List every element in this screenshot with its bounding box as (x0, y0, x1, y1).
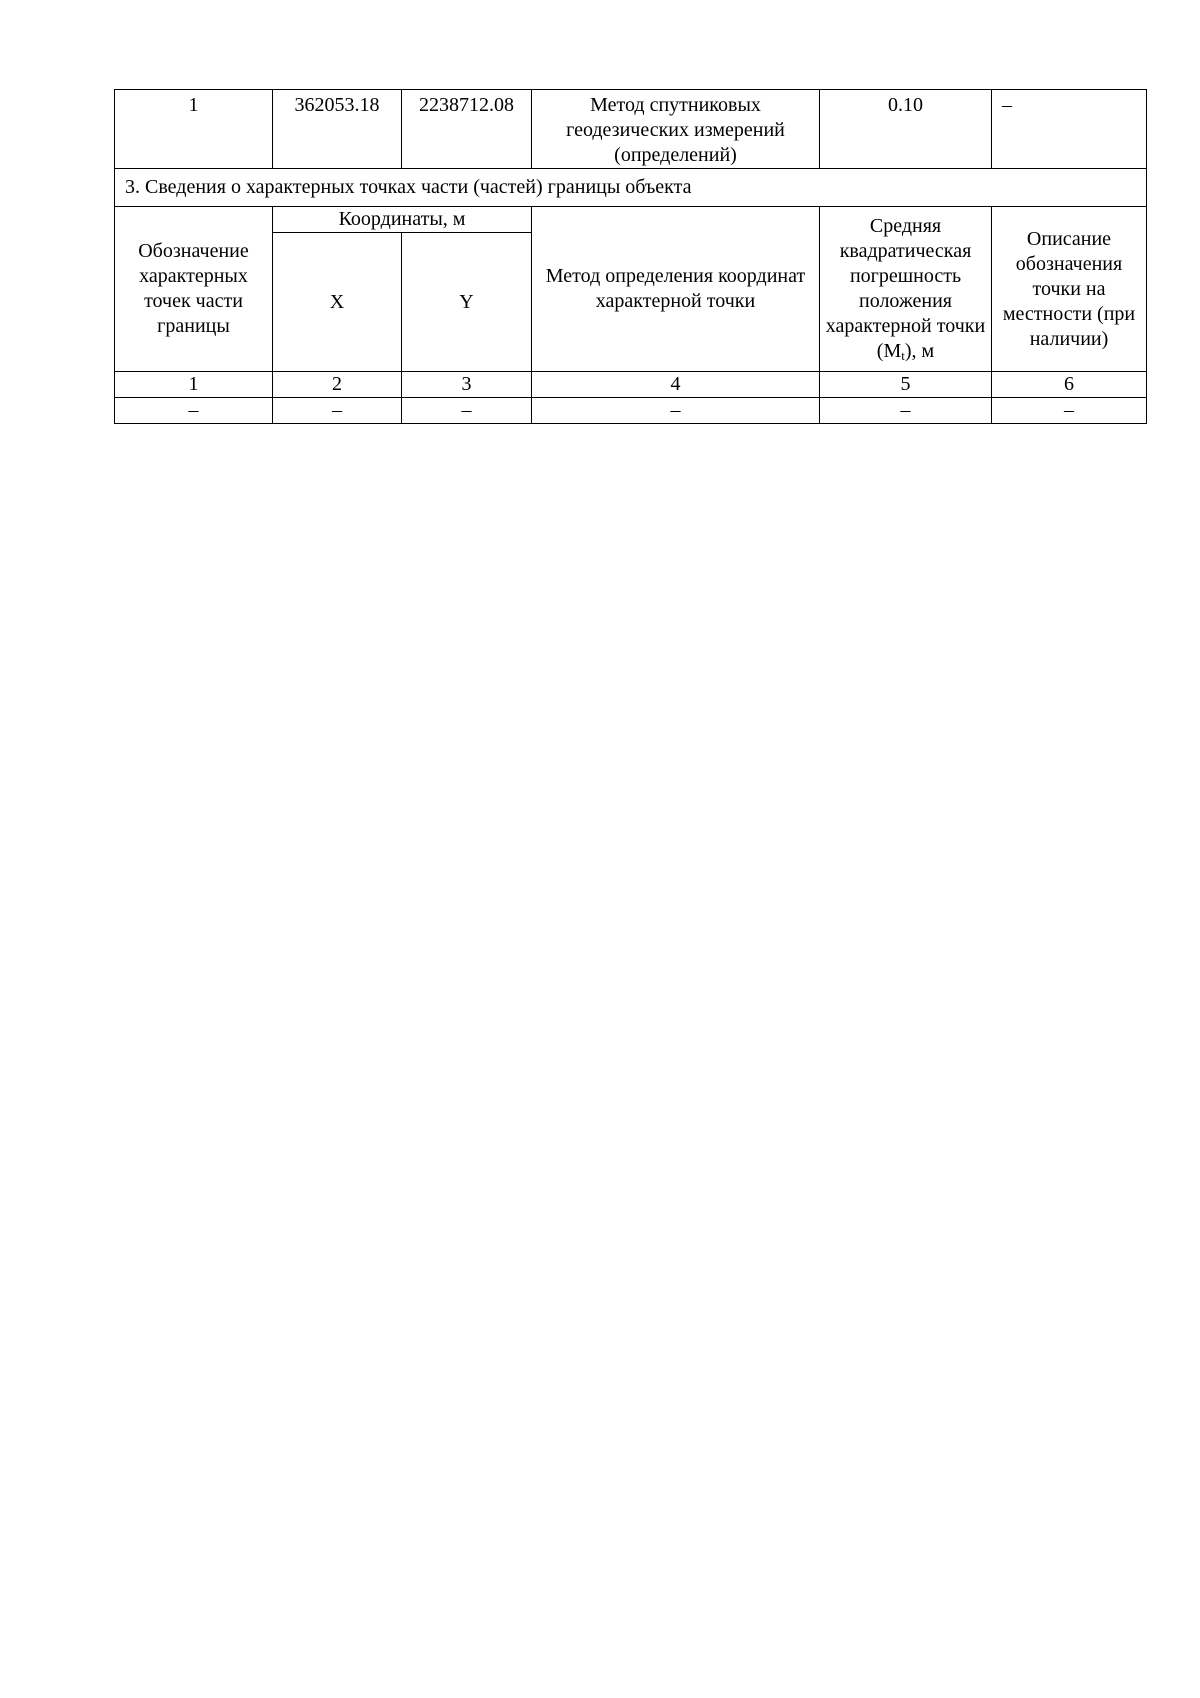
column-numbers-row (115, 372, 1147, 398)
empty-cell-4: – (532, 398, 820, 424)
empty-cell-6: – (992, 398, 1147, 424)
empty-cell-5: – (820, 398, 992, 424)
section-title: 3. Сведения о характерных точках части (частей) границы объекта (115, 169, 1147, 207)
table-row-previous-point (115, 90, 1147, 169)
header-row-1 (115, 207, 1147, 233)
col-number-4: 4 (532, 372, 820, 398)
header-method: Метод определения координат характерной точки (532, 207, 820, 372)
empty-cell-2: – (273, 398, 402, 424)
prev-point-accuracy: 0.10 (820, 90, 992, 169)
header-accuracy-tail: ), м (904, 340, 935, 362)
prev-point-number: 1 (115, 90, 273, 169)
header-accuracy-subscript: t (901, 348, 905, 363)
prev-point-description: – (992, 90, 1147, 169)
col-number-6: 6 (992, 372, 1147, 398)
header-point-designation: Обозначение характерных точек части границы (115, 207, 273, 372)
boundary-points-table (114, 89, 1147, 424)
empty-cell-1: – (115, 398, 273, 424)
col-number-5: 5 (820, 372, 992, 398)
header-x: X (273, 233, 402, 372)
prev-point-method: Метод спутниковых геодезических измерений (определений) (532, 90, 820, 169)
header-coordinates: Координаты, м (273, 207, 532, 233)
empty-cell-3: – (402, 398, 532, 424)
header-accuracy (820, 207, 992, 372)
header-accuracy-text: Средняя квадратическая погрешность положения характерной точки (M (825, 215, 986, 362)
col-number-2: 2 (273, 372, 402, 398)
header-y: Y (402, 233, 532, 372)
col-number-3: 3 (402, 372, 532, 398)
prev-point-x: 362053.18 (273, 90, 402, 169)
col-number-1: 1 (115, 372, 273, 398)
table-row-empty (115, 398, 1147, 424)
section-title-row (115, 169, 1147, 207)
header-description: Описание обозначения точки на местности (при наличии) (992, 207, 1147, 372)
prev-point-y: 2238712.08 (402, 90, 532, 169)
